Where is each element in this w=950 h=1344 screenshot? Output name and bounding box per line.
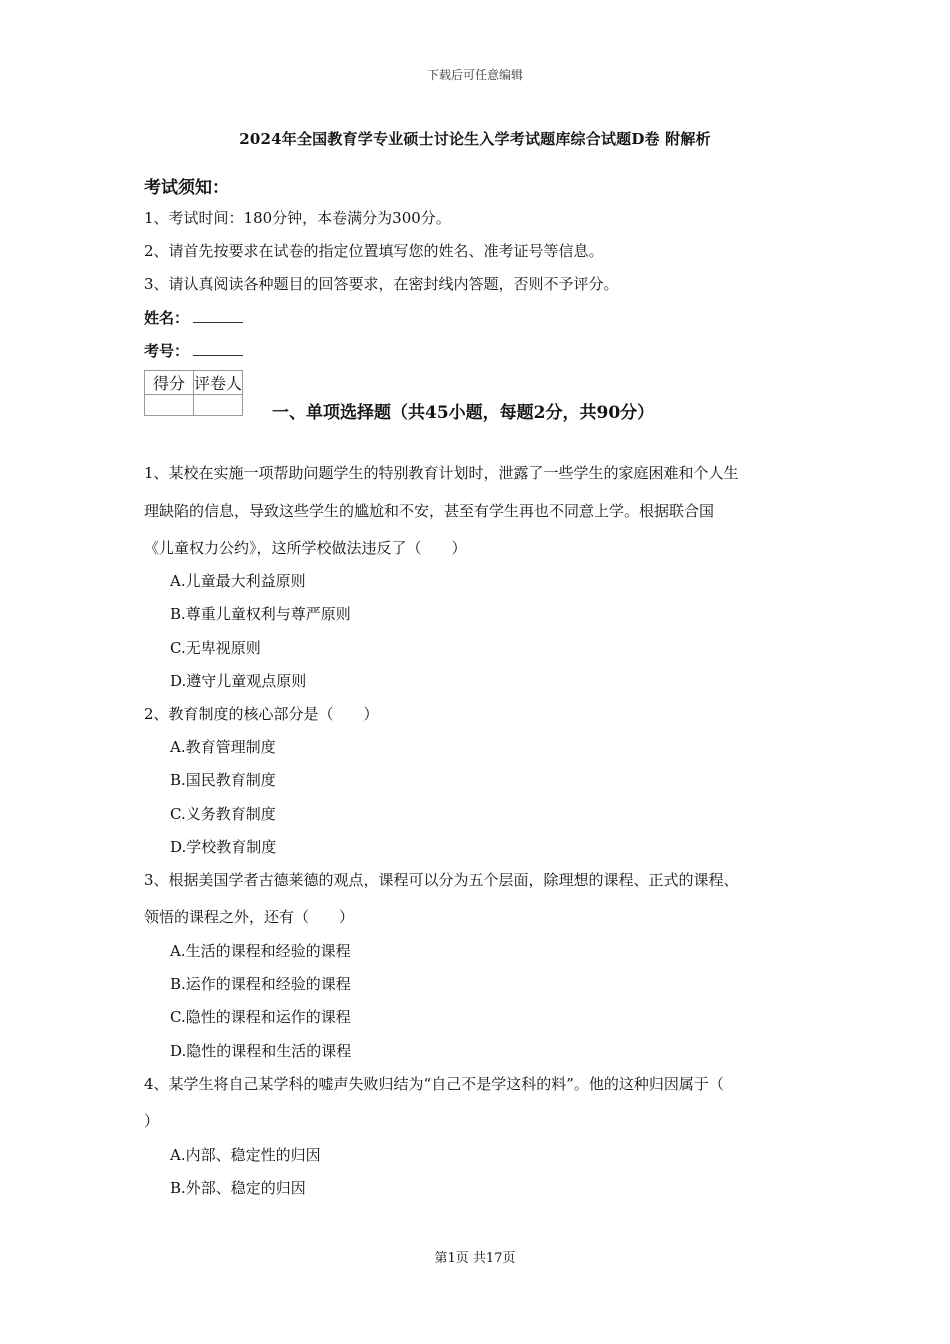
- option-b: B.运作的课程和经验的课程: [170, 975, 351, 993]
- score-table: [144, 370, 243, 416]
- notice-item: 3、请认真阅读各种题目的回答要求，在密封线内答题，否则不予评分。: [144, 275, 619, 293]
- page-footer: 第1页 共17页: [434, 1251, 516, 1266]
- option-d: D.隐性的课程和生活的课程: [170, 1042, 352, 1060]
- option-c: C.义务教育制度: [170, 805, 276, 823]
- option-c: C.无卑视原则: [170, 639, 261, 657]
- document-title: 2024年全国教育学专业硕士讨论生入学考试题库综合试题D卷 附解析: [239, 130, 711, 148]
- grader-header: 评卷人: [194, 371, 243, 395]
- grader-cell: [194, 395, 243, 416]
- question-line: 2、教育制度的核心部分是（ ）: [144, 705, 379, 723]
- option-c: C.隐性的课程和运作的课程: [170, 1008, 351, 1026]
- question-line: ）: [144, 1112, 160, 1130]
- notice-item: 1、考试时间：180分钟，本卷满分为300分。: [144, 209, 451, 227]
- option-a: A.生活的课程和经验的课程: [170, 942, 351, 960]
- name-blank: [193, 308, 243, 323]
- question-line: 3、根据美国学者古德莱德的观点，课程可以分为五个层面，除理想的课程、正式的课程、: [144, 871, 739, 889]
- name-label: 姓名：: [144, 309, 190, 327]
- option-b: B.尊重儿童权利与尊严原则: [170, 605, 351, 623]
- question-line: 《儿童权力公约》，这所学校做法违反了（ ）: [144, 539, 467, 557]
- question-line: 领悟的课程之外，还有（ ）: [144, 908, 355, 926]
- score-cell: [145, 395, 194, 416]
- option-d: D.学校教育制度: [170, 838, 277, 856]
- question-line: 理缺陷的信息，导致这些学生的尴尬和不安，甚至有学生再也不同意上学。根据联合国: [144, 502, 715, 520]
- option-d: D.遵守儿童观点原则: [170, 672, 307, 690]
- option-a: A.儿童最大利益原则: [170, 572, 306, 590]
- page-header: 下载后可任意编辑: [426, 68, 523, 82]
- question-line: 4、某学生将自己某学科的嘘声失败归结为“自己不是学这科的料”。他的这种归因属于（: [144, 1075, 724, 1093]
- name-field: [144, 307, 243, 328]
- option-a: A.内部、稳定性的归因: [170, 1146, 321, 1164]
- id-field: [144, 340, 243, 361]
- id-label: 考号：: [144, 342, 190, 360]
- option-b: B.外部、稳定的归因: [170, 1179, 306, 1197]
- question-line: 1、某校在实施一项帮助问题学生的特别教育计划时，泄露了一些学生的家庭困难和个人生: [144, 464, 739, 482]
- id-blank: [193, 341, 243, 356]
- option-a: A.教育管理制度: [170, 738, 276, 756]
- score-header: 得分: [145, 371, 194, 395]
- notice-heading: 考试须知：: [144, 178, 229, 198]
- section-title: 一、单项选择题（共45小题，每题2分，共90分）: [272, 403, 655, 423]
- option-b: B.国民教育制度: [170, 771, 276, 789]
- notice-item: 2、请首先按要求在试卷的指定位置填写您的姓名、准考证号等信息。: [144, 242, 604, 260]
